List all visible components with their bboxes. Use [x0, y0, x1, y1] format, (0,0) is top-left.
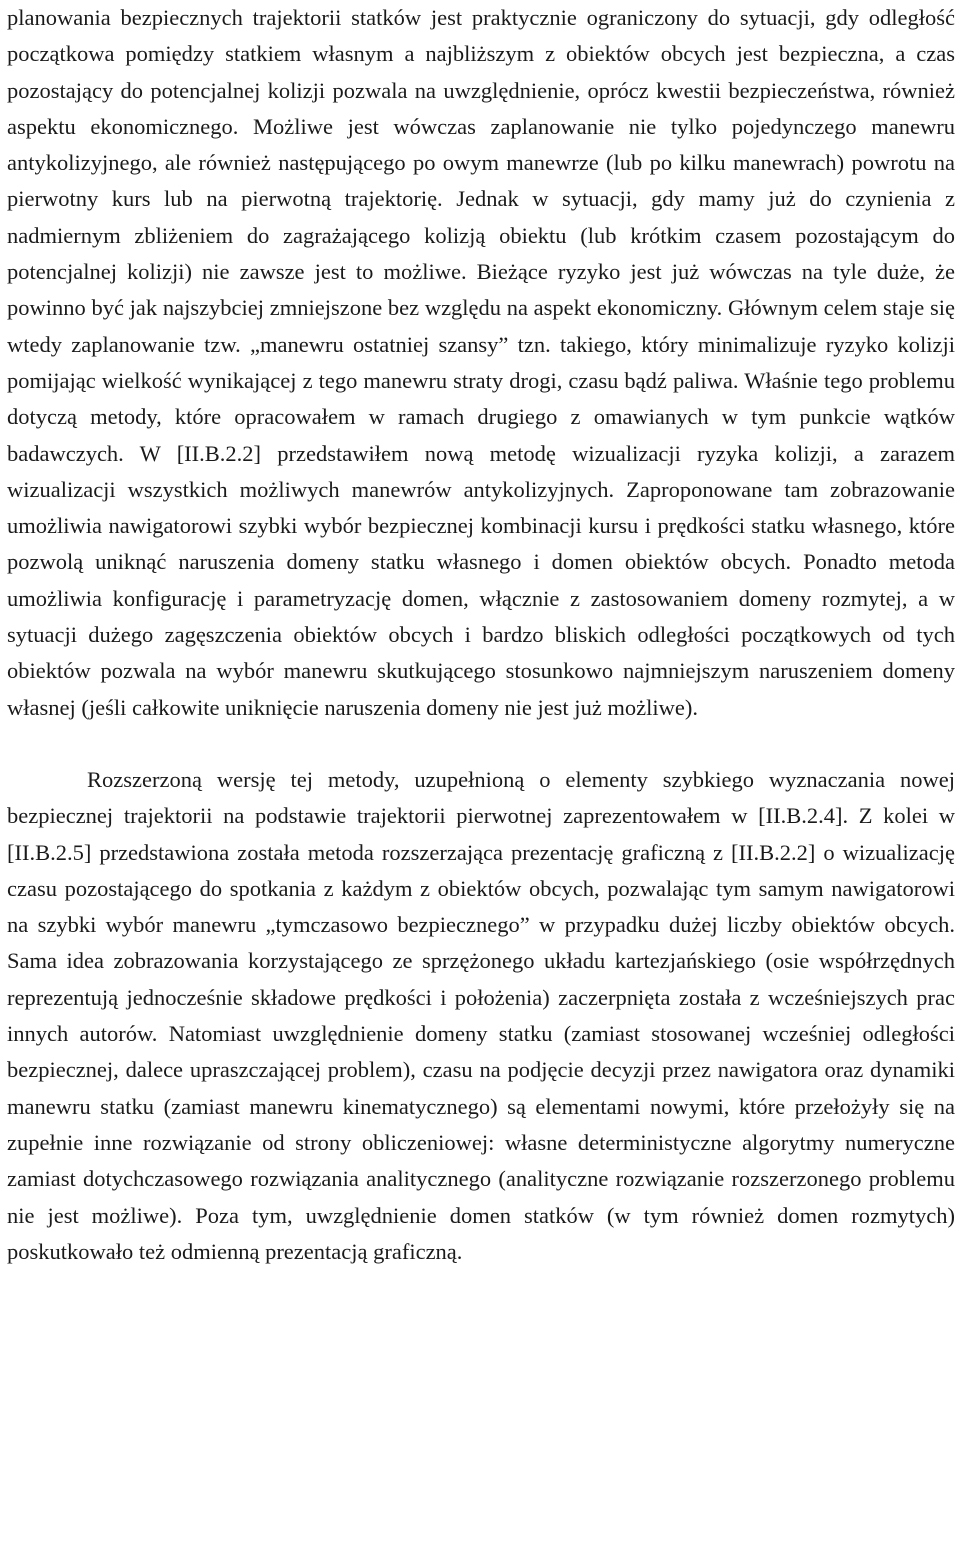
paragraph-2: Rozszerzoną wersję tej metody, uzupełnioną o elementy szybkiego wyznaczania nowej bezpiecznej trajektorii na podstawie trajektorii pierwotnej zaprezentowałem w [II.B.2.4]. Z kolei w [II.B.2.5] przedstawiona została metoda rozszerzająca prezentację graficzną z [II.B.2.2] o wizualizację czasu pozostającego do spotkania z każdym z obiektów obcych, pozwalając tym samym nawigatorowi na szybki wybór manewru „tymczasowo bezpiecznego” w przypadku dużej liczby obiektów obcych. Sama idea zobrazowania korzystającego ze sprzężonego układu kartezjańskiego (osie współrzędnych reprezentują jednocześnie składowe prędkości i położenia) zaczerpnięta została z wcześniejszych prac innych autorów. Natomiast uwzględnienie domeny statku (zamiast stosowanej wcześniej odległości bezpiecznej, dalece upraszczającej problem), czasu na podjęcie decyzji przez nawigatora oraz dynamiki manewru statku (zamiast manewru kinematycznego) są elementami nowymi, które przełożyły się na zupełnie inne rozwiązanie od strony obliczeniowej: własne deterministyczne algorytmy numeryczne zamiast dotychczasowego rozwiązania analitycznego (analityczne rozwiązanie rozszerzonego problemu nie jest możliwe). Poza tym, uwzględnienie domen statków (w tym również domen rozmytych) poskutkowało też odmienną prezentacją graficzną.	[7, 766, 955, 1264]
paragraph-1: planowania bezpiecznych trajektorii statków jest praktycznie ograniczony do sytuacji, gdy odległość początkowa pomiędzy statkiem własnym a najbliższym z obiektów obcych jest bezpieczna, a czas pozostający do potencjalnej kolizji pozwala na uwzględnienie, oprócz kwestii bezpieczeństwa, również aspektu ekonomicznego. Możliwe jest wówczas zaplanowanie nie tylko pojedynczego manewru antykolizyjnego, ale również następującego po owym manewrze (lub po kilku manewrach) powrotu na pierwotny kurs lub na pierwotną trajektorię. Jednak w sytuacji, gdy mamy już do czynienia z nadmiernym zbliżeniem do zagrażającego kolizją obiektu (lub krótkim czasem pozostającym do potencjalnej kolizji) nie zawsze jest to możliwe. Bieżące ryzyko jest już wówczas na tyle duże, że powinno być jak najszybciej zmniejszone bez względu na aspekt ekonomiczny. Głównym celem staje się wtedy zaplanowanie tzw. „manewru ostatniej szansy” tzn. takiego, który minimalizuje ryzyko kolizji pomijając wielkość wynikającej z tego manewru straty drogi, czasu bądź paliwa. Właśnie tego problemu dotyczą metody, które opracowałem w ramach drugiego z omawianych w tym punkcie wątków badawczych. W [II.B.2.2] przedstawiłem nową metodę wizualizacji ryzyka kolizji, a zarazem wizualizacji wszystkich możliwych manewrów antykolizyjnych. Zaproponowane tam zobrazowanie umożliwia nawigatorowi szybki wybór bezpiecznej kombinacji kursu i prędkości statku własnego, które pozwolą uniknąć naruszenia domeny statku własnego i domen obiektów obcych. Ponadto metoda umożliwia konfigurację i parametryzację domen, włącznie z zastosowaniem domeny rozmytej, a w sytuacji dużego zagęszczenia obiektów obcych i bardzo bliskich odległości początkowych od tych obiektów pozwala na wybór manewru skutkującego stosunkowo najmniejszym naruszeniem domeny własnej (jeśli całkowite uniknięcie naruszenia domeny nie jest już możliwe).	[7, 5, 955, 720]
document-page	[7, 0, 955, 1270]
